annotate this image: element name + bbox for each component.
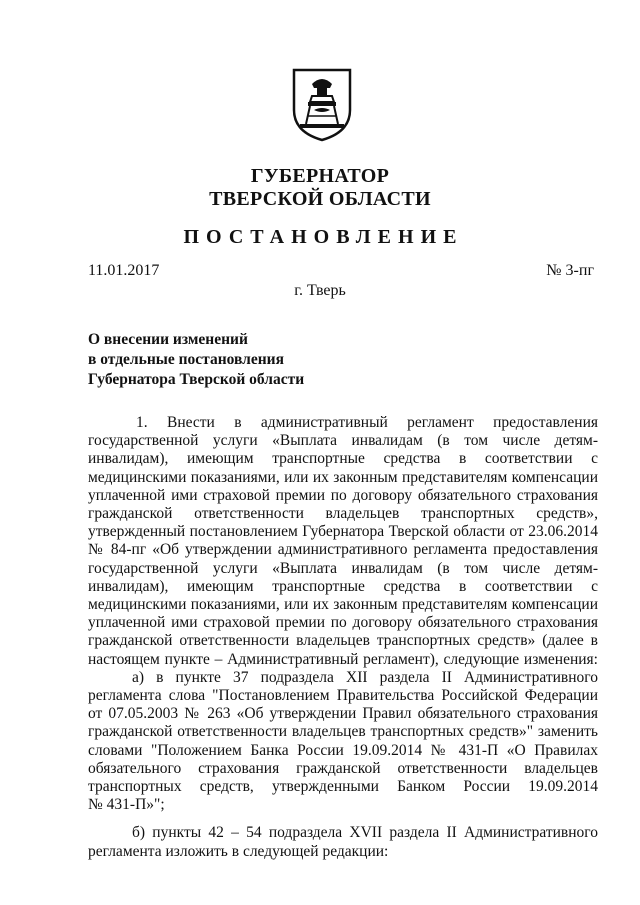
subject-line: Губернатора Тверской области	[88, 371, 305, 388]
body-line: государственной услуги «Выплата инвалидам (в том числе детям-	[88, 432, 598, 450]
body-line: 1. Внести в административный регламент предоставления	[136, 414, 598, 431]
document-city: г. Тверь	[294, 282, 346, 299]
document-number: № 3-пг	[546, 262, 594, 279]
coat-of-arms-icon	[290, 66, 354, 142]
body-line: регламента изложить в следующей редакции:	[88, 842, 389, 860]
body-line: утвержденный постановлением Губернатора Тверской области от 23.06.2014	[88, 523, 598, 541]
body-line: настоящем пункте – Административный регламент), следующие изменения:	[88, 650, 598, 668]
body-line: б) пункты 42 – 54 подраздела XVII раздела II Административного	[132, 824, 598, 842]
paragraph-gap	[88, 814, 598, 824]
body-line: № 431-П»";	[88, 796, 165, 814]
body-line: медицинскими показаниями, или их законным представителям компенсации	[88, 468, 598, 486]
subject-line: в отдельные постановления	[88, 351, 284, 368]
body-line: инвалидам), имеющим транспортные средства в соответствии с	[88, 450, 598, 468]
document-date: 11.01.2017	[88, 262, 160, 279]
body-line: уплаченной ими страховой премии по договору обязательного страхования	[88, 614, 598, 632]
body-line: инвалидам), имеющим транспортные средства в соответствии с	[88, 577, 598, 595]
body-line: транспортных средств, утвержденными Банком России 19.09.2014	[88, 778, 598, 796]
body-line: от 07.05.2003 № 263 «Об утверждении Правил обязательного страхования	[88, 705, 598, 723]
body-line: уплаченной ими страховой премии по договору обязательного страхования	[88, 486, 598, 504]
region-title: ТВЕРСКОЙ ОБЛАСТИ	[209, 188, 431, 210]
body-line: № 84-пг «Об утверждении административного регламента предоставления	[88, 541, 598, 559]
body-line: гражданской ответственности владельцев транспортных средств» (далее в	[88, 632, 598, 650]
document-subject	[88, 330, 304, 390]
document-body	[88, 414, 598, 861]
document-type: ПОСТАНОВЛЕНИЕ	[183, 226, 464, 248]
body-line: гражданской ответственности владельцев транспортных средств»,	[88, 505, 598, 523]
authority-title: ГУБЕРНАТОР	[250, 165, 390, 187]
body-line: государственной услуги «Выплата инвалидам (в том числе детям-	[88, 559, 598, 577]
body-line: регламента слова "Постановлением Правительства Российской Федерации	[88, 687, 598, 705]
body-line: гражданской ответственности владельцев транспортных средств»" заменить	[88, 723, 598, 741]
body-line: словами "Положением Банка России 19.09.2014 № 431-П «О Правилах	[88, 741, 598, 759]
body-line: медицинскими показаниями, или их законным представителям компенсации	[88, 596, 598, 614]
body-line: обязательного страхования гражданской ответственности владельцев	[88, 759, 598, 777]
subject-line: О внесении изменений	[88, 331, 248, 348]
body-line: а) в пункте 37 подраздела XII раздела II Административного	[132, 668, 598, 686]
